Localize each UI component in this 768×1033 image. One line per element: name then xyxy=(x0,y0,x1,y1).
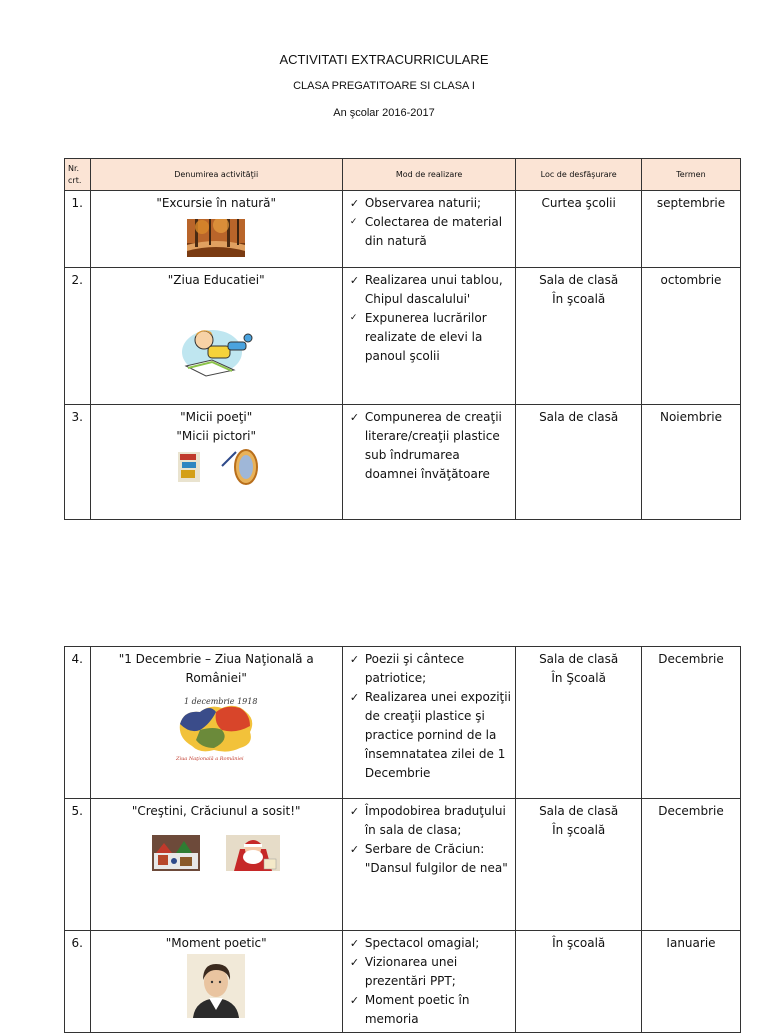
location-line: În şcoală xyxy=(552,292,606,306)
activity-name: "Micii pictori" xyxy=(176,429,257,443)
mod-item: ✓ Realizarea unui tablou, Chipul dascalului' xyxy=(365,271,512,309)
mod-item: ✓ Spectacol omagial; xyxy=(365,934,512,953)
map-caption-top: 1 decembrie 1918 xyxy=(184,697,258,706)
mod-item: ✓ Împodobirea braduţului în sala de clasa; xyxy=(365,802,512,840)
mod-item: ✓ Serbare de Crăciun: xyxy=(365,840,512,859)
column-header-name: Denumirea activităţii xyxy=(90,159,342,191)
romania-map-image xyxy=(170,690,262,762)
location-cell xyxy=(516,799,642,931)
term-cell: Decembrie xyxy=(641,799,740,931)
document-title: ACTIVITATI EXTRACURRICULARE xyxy=(279,52,489,67)
autumn-forest-image xyxy=(187,219,245,257)
santa-claus-image xyxy=(226,835,280,871)
term-cell: Ianuarie xyxy=(641,931,740,1033)
activity-name: "Ziua Educatiei" xyxy=(167,273,265,287)
mod-item: ✓ Expunerea lucrărilor realizate de elevi la panoul şcolii xyxy=(365,309,512,366)
term-cell: octombrie xyxy=(641,268,740,405)
row-number: 4. xyxy=(65,647,91,799)
activity-cell xyxy=(90,799,342,931)
mod-item: ✓ Compunerea de creaţii literare/creaţii plastice sub îndrumarea doamnei învăţătoare xyxy=(365,408,512,484)
row-number: 3. xyxy=(65,405,91,520)
activity-cell xyxy=(90,931,342,1033)
mod-item-continuation: "Dansul fulgilor de nea" xyxy=(364,861,508,875)
mod-cell xyxy=(342,268,516,405)
location-cell: În şcoală xyxy=(516,931,642,1033)
location-cell xyxy=(516,268,642,405)
location-cell xyxy=(516,647,642,799)
location-line: Sala de clasă xyxy=(539,273,619,287)
column-header-term: Termen xyxy=(641,159,740,191)
mod-item: ✓ Colectarea de material din natură xyxy=(365,213,512,251)
column-header-loc: Loc de desfăşurare xyxy=(516,159,642,191)
mod-item: ✓ Realizarea unei expoziţii de creaţii plastice şi practice pornind de la însemnatatea zilei de 1 Decembrie xyxy=(365,688,512,783)
activity-cell xyxy=(90,647,342,799)
mod-cell xyxy=(342,405,516,520)
document-class-line: CLASA PREGATITOARE SI CLASA I xyxy=(293,80,475,92)
mod-item: ✓ Poezii şi cântece patriotice; xyxy=(365,650,512,688)
activity-cell xyxy=(90,268,342,405)
activity-name: "Excursie în natură" xyxy=(156,196,277,210)
activity-name: "Micii poeţi" xyxy=(180,410,253,424)
activity-cell xyxy=(90,405,342,520)
table-row xyxy=(65,647,741,799)
row-number: 1. xyxy=(65,191,91,268)
mod-cell xyxy=(342,647,516,799)
location-cell: Sala de clasă xyxy=(516,405,642,520)
location-line: Sala de clasă xyxy=(539,804,619,818)
term-cell: Decembrie xyxy=(641,647,740,799)
table-row xyxy=(65,268,741,405)
christmas-village-image xyxy=(152,835,200,871)
location-line: Sala de clasă xyxy=(539,652,619,666)
location-line: În Şcoală xyxy=(551,671,606,685)
column-header-mod: Mod de realizare xyxy=(342,159,516,191)
table-header-row xyxy=(65,159,741,191)
document-school-year: An şcolar 2016-2017 xyxy=(333,107,435,119)
table-row xyxy=(65,405,741,520)
location-line: În şcoală xyxy=(552,823,606,837)
row-number: 6. xyxy=(65,931,91,1033)
mod-cell xyxy=(342,799,516,931)
map-caption-bottom: Ziua Naţională a României xyxy=(176,756,244,762)
row-number: 5. xyxy=(65,799,91,931)
activity-name: "Moment poetic" xyxy=(165,936,267,950)
activities-table-part-2 xyxy=(64,646,741,1033)
table-row xyxy=(65,931,741,1033)
mod-cell xyxy=(342,931,516,1033)
child-reading-image xyxy=(178,320,254,378)
activities-table-part-1 xyxy=(64,158,741,520)
table-row xyxy=(65,191,741,268)
activity-cell xyxy=(90,191,342,268)
christmas-images xyxy=(95,835,338,871)
mod-item: ✓ Moment poetic în memoria xyxy=(365,991,512,1029)
location-cell: Curtea şcolii xyxy=(516,191,642,268)
poet-portrait-image xyxy=(187,954,245,1018)
mod-item: ✓ Vizionarea unei prezentări PPT; xyxy=(365,953,512,991)
mod-cell xyxy=(342,191,516,268)
books-and-mirror-image xyxy=(166,446,266,488)
row-number: 2. xyxy=(65,268,91,405)
activity-name: "Creştini, Crăciunul a sosit!" xyxy=(131,804,301,818)
mod-item: ✓ Observarea naturii; xyxy=(365,194,512,213)
activity-name: "1 Decembrie – Ziua Naţională a României" xyxy=(118,652,314,685)
term-cell: Noiembrie xyxy=(641,405,740,520)
table-row xyxy=(65,799,741,931)
term-cell: septembrie xyxy=(641,191,740,268)
column-header-nr: Nr. crt. xyxy=(65,159,91,191)
